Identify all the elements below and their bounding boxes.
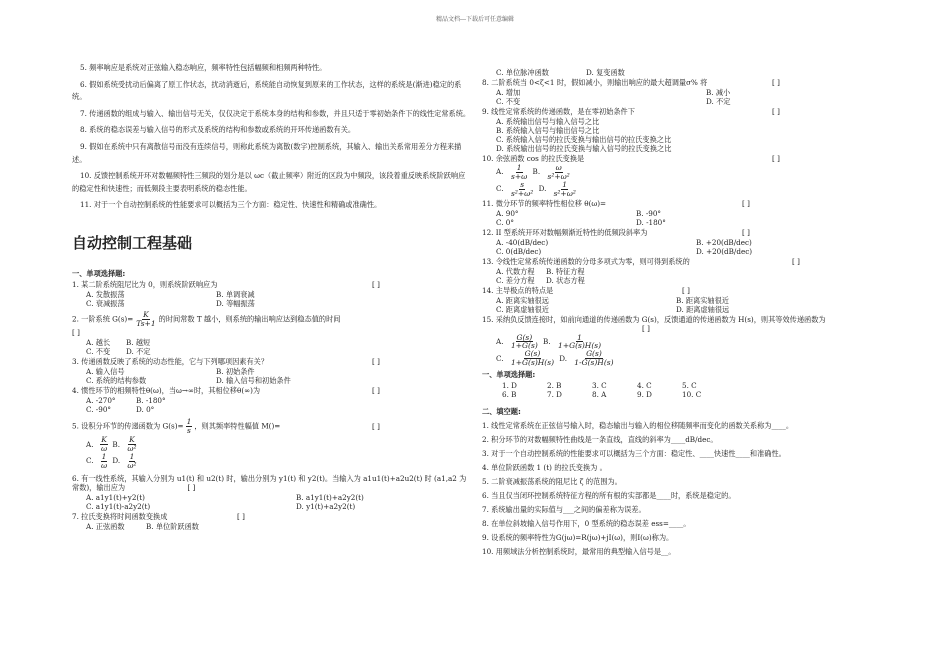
options [72, 347, 472, 356]
numerator: G(s) [524, 349, 541, 359]
denominator: 1-G(s)H(s) [574, 358, 614, 368]
question [72, 386, 472, 395]
answer-bracket: [ ] [792, 256, 800, 266]
answer-bracket: [ ] [642, 323, 650, 333]
answer-bracket: [ ] [742, 227, 750, 237]
question [482, 257, 882, 266]
option-label: D. [559, 353, 568, 363]
option: A. 正弦函数 [86, 521, 125, 531]
left-column [72, 62, 472, 531]
numerator: 1 [516, 163, 522, 172]
option: C. 衰减振荡 [86, 298, 125, 308]
right-column [482, 68, 882, 561]
numerator: 1 [129, 451, 135, 461]
paragraph: 10. 反馈控制系统开环对数幅频特性三频段的划分是以 ωc（截止频率）附近的区段为中频段，该段着重反映系统阶跃响应的稳定性和快速性；而低频段主要表明系统的稳态性能。 [72, 171, 466, 193]
answer-bracket: [ ] [72, 328, 80, 338]
option: B. 初始条件 [216, 367, 255, 377]
option: A. 90° [496, 208, 519, 218]
option: C. 距离虚轴很近 [496, 304, 549, 314]
fill-question: 6. 当且仅当闭环控制系统特征方程的所有根的实部都是____时，系统是稳定的。 [482, 491, 736, 500]
options [72, 376, 472, 385]
option: A. 输入信号 [86, 367, 125, 377]
options [482, 68, 882, 77]
question-text: 8. 二阶系统当 0<ζ<1 时，假如减小，则输出响应的最大超调量σ% 将 [482, 78, 708, 87]
option: B. 系统输入信号与输出信号之比 [496, 126, 600, 135]
denominator: s²+ω² [553, 188, 576, 198]
answer-item: 4. C [637, 381, 652, 390]
question-text: 7. 拉氏变换将时间函数变换成 [72, 511, 168, 521]
options [482, 164, 882, 181]
options [482, 238, 882, 247]
question-text: 6. 有一线性系统，其输入分别为 u1(t) 和 u2(t) 时，输出分别为 y1(t) 和 y2(t)。当输入为 a1u1(t)+a2u2(t) 时 (a1,a2 为常数)，输出应为 [72, 473, 467, 492]
answer-bracket: [ ] [372, 386, 380, 396]
options [72, 338, 472, 347]
option: A. -270° [86, 396, 116, 406]
option [112, 435, 139, 454]
question-text: 12. II 型系统开环对数幅频渐近特性的低频段斜率为 [482, 227, 648, 237]
option-label: B. [112, 439, 120, 449]
option-label: B. [532, 167, 541, 177]
answer-bracket: [ ] [372, 422, 380, 432]
option-fraction [510, 334, 539, 351]
option [532, 163, 573, 181]
question-text: 9. 线性定常系统的传递函数，是在零初始条件下 [482, 107, 635, 116]
numerator: 1 [577, 332, 582, 342]
numerator: 1 [186, 417, 192, 427]
option: B. 单位阶跃函数 [146, 521, 199, 531]
option: D. 复变函数 [586, 68, 625, 77]
option: B. +20(dB/dec) [696, 237, 752, 247]
answer-bracket: [ ] [772, 107, 780, 116]
options [72, 290, 472, 299]
option-fraction [510, 164, 528, 181]
question-text: 5. 设积分环节的传递函数为 G(s)= [72, 421, 184, 431]
section-heading: 二、填空题: [482, 407, 521, 416]
options [72, 493, 472, 502]
question [482, 78, 882, 87]
question-text: 13. 令线性定常系统传递函数的分母多项式为零，则可得到系统的 [482, 256, 690, 266]
option: C. 系统的结构参数 [86, 376, 147, 386]
denominator: s²+ω² [511, 188, 534, 198]
option-label: A. [86, 439, 94, 449]
numerator: 1 [101, 451, 107, 461]
option-fraction [547, 164, 571, 181]
fill-question: 5. 二阶衰减振荡系统的阻尼比 ζ 的范围为。 [482, 477, 622, 486]
question-text: 11. 微分环节的频率特性相位移 θ(ω)= [482, 198, 607, 208]
fill-question: 9. 设系统的频率特性为G(jω)=R(jω)+jI(ω)，则I(ω)称为。 [482, 533, 674, 542]
numerator: G(s) [586, 349, 602, 359]
document-title: 自动控制工程基础 [72, 233, 193, 252]
numerator: ω [555, 163, 562, 172]
transfer-fraction [135, 311, 156, 328]
option: A. 代数方程 [496, 266, 535, 276]
denominator: Ts+1 [136, 318, 156, 328]
options [72, 502, 472, 511]
option [543, 332, 604, 351]
denominator: 1+G(s) [511, 341, 538, 351]
option: D. -180° [636, 217, 666, 227]
option [496, 349, 557, 368]
answer-bracket: [ ] [772, 154, 780, 163]
answer-item: 3. C [592, 381, 607, 390]
numerator: K [101, 435, 107, 445]
question-text: 的时间常数 T 越小，则系统的输出响应达到稳态值的时间 [158, 314, 341, 324]
denominator: s [187, 426, 191, 436]
option: C. 不变 [86, 347, 111, 357]
options [72, 453, 472, 470]
question-text: 4. 惯性环节的相频特性θ(ω)，当ω→∞时，其相位移θ(∞)为 [72, 386, 261, 396]
option-fraction [573, 350, 614, 367]
options [482, 276, 882, 285]
options [482, 209, 882, 218]
option: A. 增加 [496, 88, 521, 97]
option: C. a1y1(t)-a2y2(t) [86, 501, 151, 511]
answer-item: 8. A [592, 390, 607, 399]
option-fraction [126, 436, 137, 453]
question-text: 10. 余弦函数 cos 的拉氏变换是 [482, 154, 585, 163]
denominator: ω [101, 460, 108, 470]
section-heading: 一、单项选择题: [482, 370, 536, 379]
answer-bracket: [ ] [187, 482, 196, 492]
option [496, 332, 541, 351]
option: A. a1y1(t)+y2(t) [86, 492, 145, 502]
question [482, 228, 882, 237]
fill-question: 7. 系统输出量的实际值与___之间的偏差称为误差。 [482, 505, 646, 514]
option: B. 单调衰减 [216, 289, 255, 299]
option: A. 发散振荡 [86, 289, 125, 299]
numerator: K [143, 309, 149, 319]
option: D. 不定 [706, 97, 731, 106]
question [482, 199, 882, 208]
option: D. 输入信号和初始条件 [216, 376, 291, 386]
option [496, 163, 530, 181]
option-fraction [100, 436, 108, 453]
answer-item: 9. D [637, 390, 652, 399]
option [112, 451, 139, 470]
question-text: ，则其频率特性幅值 M()= [194, 421, 281, 431]
options [72, 367, 472, 376]
option: B. 越短 [126, 338, 151, 348]
options [482, 97, 882, 106]
question-text: 1. 某二阶系统阻尼比为 0，则系统阶跃响应为 [72, 279, 218, 289]
question [482, 315, 882, 333]
answer-item: 10. C [682, 390, 702, 399]
paragraph: 8. 系统的稳态误差与输入信号的形式及系统的结构和参数或系统的开环传递函数有关。 [80, 125, 356, 135]
options [482, 267, 882, 276]
option-fraction [510, 350, 555, 367]
question [72, 357, 472, 366]
options [482, 296, 882, 305]
option: B. 特征方程 [546, 266, 585, 276]
option-label: C. [496, 353, 504, 363]
numerator: 1 [562, 179, 568, 189]
option [538, 179, 579, 198]
options [72, 299, 472, 308]
question [482, 154, 882, 163]
paragraph: 7. 传递函数的组成与输入、输出信号无关，仅仅决定于系统本身的结构和参数，并且只适于零初始条件下的线性定常系统。 [80, 108, 471, 118]
option: C. 0° [496, 217, 514, 227]
question [72, 474, 472, 492]
option: D. 等幅振荡 [216, 298, 255, 308]
option: B. 减小 [706, 88, 731, 97]
option: C. 不变 [496, 97, 521, 106]
options [482, 181, 882, 198]
option-fraction [557, 334, 602, 351]
denominator: 1+G(s)H(s) [558, 341, 602, 351]
option-label: B. [543, 336, 551, 346]
denominator: ω² [127, 444, 137, 454]
option: C. -90° [86, 405, 111, 415]
options [72, 436, 472, 453]
option-fraction [100, 453, 108, 470]
option: C. 差分方程 [496, 275, 535, 285]
denominator: s²+ω² [547, 171, 570, 181]
option-label: A. [496, 167, 504, 177]
option-fraction [126, 453, 137, 470]
question [72, 311, 472, 328]
paragraph: 9. 假如在系统中只有离散信号而没有连续信号，则称此系统为离散(数字)控制系统，其输入、输出关系常用差分方程来描述。 [72, 141, 462, 164]
answer-bracket: [ ] [742, 198, 750, 208]
paragraph: 6. 假如系统受扰动后偏离了原工作状态，扰动消逝后，系统能自动恢复到原来的工作状态，这样的系统是(渐进)稳定的系统。 [72, 79, 462, 102]
transfer-fraction [186, 418, 193, 435]
numerator: G(s) [516, 332, 533, 342]
numerator: K [129, 435, 135, 445]
answer-bracket: [ ] [372, 357, 380, 367]
option-fraction [553, 181, 577, 198]
fill-question: 2. 积分环节的对数幅频特性曲线是一条直线，直线的斜率为____dB/dec。 [482, 435, 718, 444]
fill-question: 10. 用频域法分析控制系统时，最常用的典型输入信号是__。 [482, 547, 676, 556]
answer-item: 6. B [502, 390, 517, 399]
options [482, 350, 882, 367]
options [72, 405, 472, 414]
paragraph: 5. 频率响应是系统对正弦输入稳态响应，频率特性包括幅频和相频两种特性。 [80, 63, 327, 72]
numerator: s [520, 179, 525, 189]
answer-key [482, 381, 882, 399]
question-text: 14. 主导极点的特点是 [482, 285, 554, 295]
option: A. -40(dB/dec) [496, 237, 549, 247]
options [482, 247, 882, 256]
denominator: s+ω [511, 171, 528, 181]
page-header: 精品文档---下载后可任意编辑 [435, 16, 515, 23]
fill-question: 1. 线性定常系统在正弦信号输入时，稳态输出与输入的相位移随频率而变化的函数关系称为____。 [482, 421, 794, 430]
option-label: A. [496, 336, 504, 346]
options [72, 522, 472, 531]
question-text: 2. 一阶系统 G(s)= [72, 314, 134, 324]
answer-bracket: [ ] [237, 511, 245, 521]
denominator: ω [101, 444, 108, 454]
option: D. y1(t)+a2y2(t) [296, 501, 356, 511]
option: D. 系统输出信号的拉氏变换与输入信号的拉氏变换之比 [496, 144, 672, 153]
option: D. 0° [136, 405, 155, 415]
question-text: 3. 传递函数反映了系统的动态性能，它与下列哪项因素有关？ [72, 357, 269, 367]
option [559, 349, 616, 368]
option-label: C. [86, 456, 94, 466]
options [482, 334, 882, 351]
answer-item: 1. D [502, 381, 517, 390]
option: B. 距离实轴很近 [676, 295, 729, 305]
paragraph: 11. 对于一个自动控制系统的性能要求可以概括为三个方面：稳定性、快速性和精确或准确性。 [80, 200, 382, 210]
answer-bracket: [ ] [372, 279, 380, 289]
option: B. -90° [636, 208, 662, 218]
fill-question: 3. 对于一个自动控制系统的性能要求可以概括为三个方面：稳定性、____快速性____和准确性。 [482, 449, 786, 458]
question [72, 280, 472, 289]
option [86, 451, 110, 470]
option-label: D. [538, 184, 547, 194]
denominator: 1+G(s)H(s) [511, 358, 554, 368]
answer-item: 7. D [547, 390, 562, 399]
question [482, 286, 882, 295]
option: C. 系统输入信号的拉氏变换与输出信号的拉氏变换之比 [496, 135, 672, 144]
fill-question: 4. 单位阶跃函数 1 (t) 的拉氏变换为 。 [482, 463, 607, 472]
question [72, 512, 472, 521]
question [72, 418, 472, 435]
section-heading: 一、单项选择题: [72, 268, 126, 278]
option: D. 距离虚轴很远 [676, 304, 730, 314]
option: D. 不定 [126, 347, 151, 357]
option: A. 系统输出信号与输入信号之比 [496, 117, 600, 126]
option-fraction [510, 181, 534, 198]
option: B. -180° [136, 396, 166, 406]
option: C. 单位脉冲函数 [496, 68, 549, 77]
option: A. 越长 [86, 338, 111, 348]
option: A. 距离实轴很远 [496, 295, 549, 305]
answer-item: 5. C [682, 381, 697, 390]
options [72, 396, 472, 405]
option: D. 状态方程 [546, 275, 585, 285]
options [482, 305, 882, 314]
answer-item: 2. B [547, 381, 562, 390]
fill-question: 8. 在单位斜坡输入信号作用下，0 型系统的稳态误差 ess=____。 [482, 519, 691, 528]
options [482, 88, 882, 97]
denominator: ω² [127, 460, 137, 470]
option-label: C. [496, 184, 504, 194]
option: C. 0(dB/dec) [496, 246, 542, 256]
option [86, 435, 110, 454]
option: B. a1y1(t)+a2y2(t) [296, 492, 364, 502]
answer-bracket: [ ] [682, 285, 690, 295]
option [496, 179, 536, 198]
question [482, 107, 882, 116]
options [482, 218, 882, 227]
option-label: D. [112, 456, 121, 466]
answer-bracket: [ ] [772, 78, 780, 87]
question-text: 15. 采纳负反馈连接时，如前向通道的传递函数为 G(s)，反馈通道的传递函数为 H(s)，则其等效传递函数为 [482, 314, 826, 324]
option: D. +20(dB/dec) [696, 246, 753, 256]
